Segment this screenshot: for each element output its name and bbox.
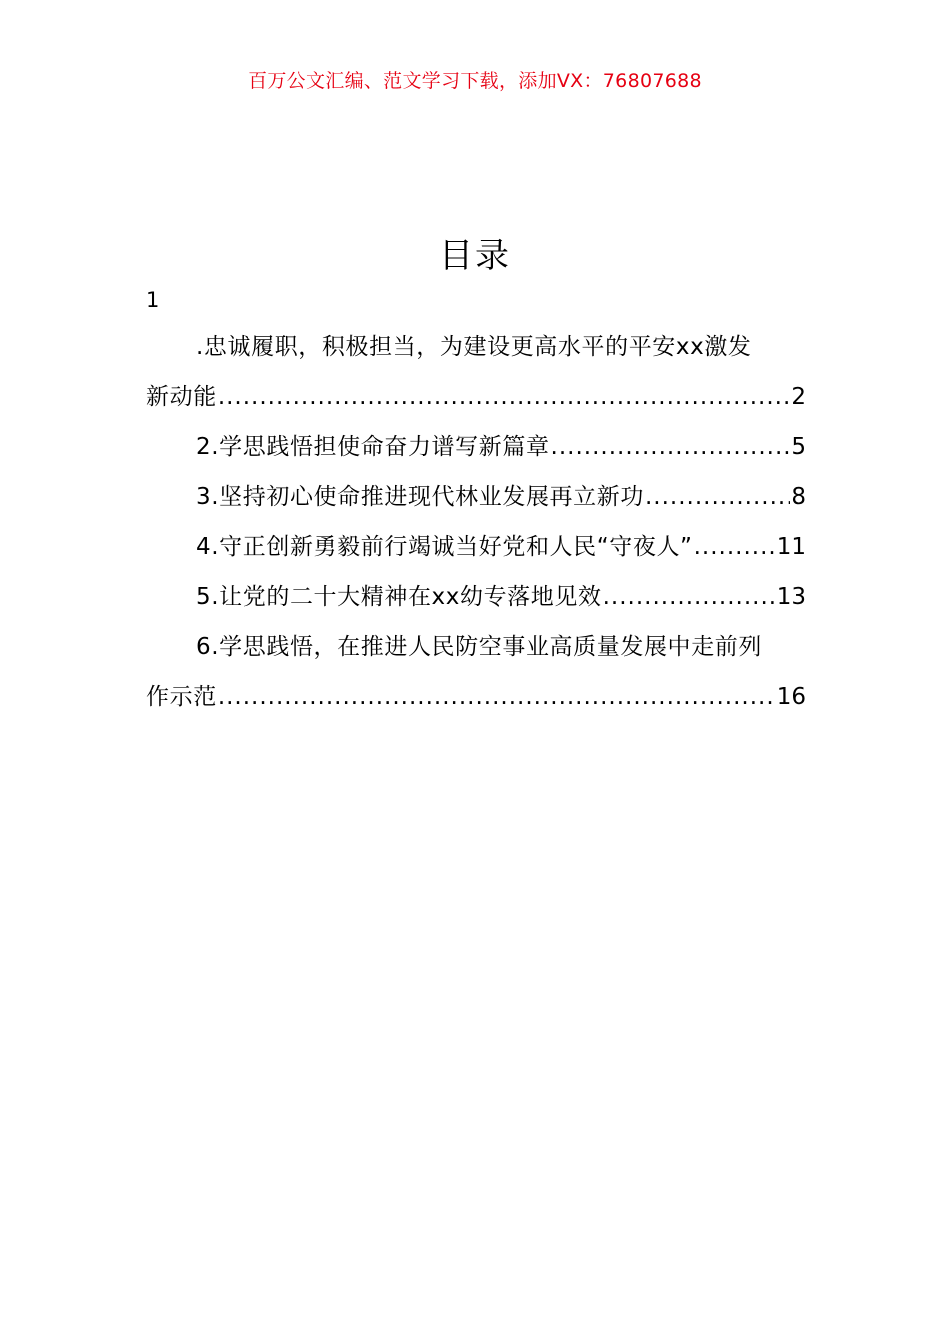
toc-entry-text: 4.守正创新勇毅前行竭诚当好党和人民“守夜人” <box>196 534 693 560</box>
dot-leader <box>603 572 776 622</box>
toc-entry-6[interactable] <box>146 622 806 722</box>
table-of-contents <box>146 322 806 722</box>
toc-entry-3[interactable] <box>146 472 806 522</box>
dot-leader <box>218 372 791 422</box>
toc-page-number: 5 <box>791 434 806 460</box>
dot-leader <box>218 672 776 722</box>
toc-entry-lead: 6.学思践悟，在推进人民防空事业高质量发展中走前列 <box>196 634 762 660</box>
header-note: 百万公文汇编、范文学习下载，添加VX：76807688 <box>248 70 702 92</box>
dot-leader <box>645 472 790 522</box>
toc-entry-1[interactable] <box>146 322 806 422</box>
toc-entry-text: 作示范 <box>146 684 217 710</box>
toc-entry-text: 3.坚持初心使命推进现代林业发展再立新功 <box>196 484 644 510</box>
toc-entry-text: 5.让党的二十大精神在xx幼专落地见效 <box>196 584 602 610</box>
toc-entry-2[interactable] <box>146 422 806 472</box>
stray-number: 1 <box>146 288 160 312</box>
toc-entry-lead: .忠诚履职，积极担当，为建设更高水平的平安xx激发 <box>196 334 752 360</box>
toc-entry-text: 新动能 <box>146 384 217 410</box>
toc-entry-4[interactable] <box>146 522 806 572</box>
toc-page-number: 11 <box>776 534 806 560</box>
toc-page-number: 8 <box>791 484 806 510</box>
dot-leader <box>551 422 791 472</box>
toc-entry-text: 2.学思践悟担使命奋力谱写新篇章 <box>196 434 550 460</box>
toc-page-number: 13 <box>776 584 806 610</box>
toc-page-number: 16 <box>776 684 806 710</box>
toc-title: 目录 <box>439 236 511 276</box>
toc-page-number: 2 <box>791 384 806 410</box>
dot-leader <box>694 522 776 572</box>
toc-entry-5[interactable] <box>146 572 806 622</box>
